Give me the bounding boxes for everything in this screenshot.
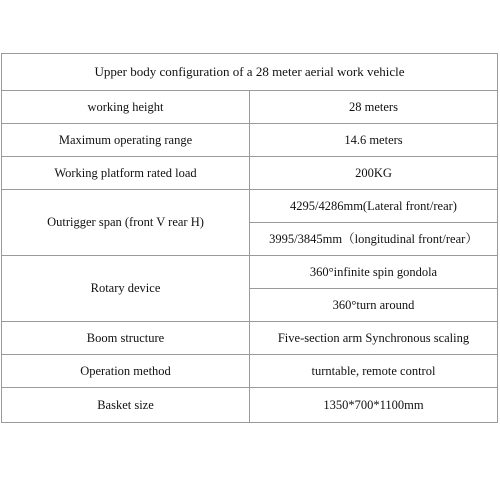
table-row xyxy=(2,355,498,388)
row-value-outrigger-longitudinal: 3995/3845mm（longitudinal front/rear） xyxy=(250,223,498,256)
row-label-rotary-device: Rotary device xyxy=(2,256,250,322)
row-label-operation-method: Operation method xyxy=(2,355,250,388)
spec-table xyxy=(1,53,498,423)
row-value-rotary-gondola: 360°infinite spin gondola xyxy=(250,256,498,289)
table-row xyxy=(2,91,498,124)
table-row xyxy=(2,256,498,289)
row-value-rotary-turn: 360°turn around xyxy=(250,289,498,322)
table-row xyxy=(2,190,498,223)
row-label-basket-size: Basket size xyxy=(2,388,250,423)
table-title: Upper body configuration of a 28 meter aerial work vehicle xyxy=(2,54,498,91)
row-value-working-height: 28 meters xyxy=(250,91,498,124)
row-value-boom-structure: Five-section arm Synchronous scaling xyxy=(250,322,498,355)
table-row xyxy=(2,322,498,355)
row-label-outrigger-span: Outrigger span (front V rear H) xyxy=(2,190,250,256)
row-value-operating-range: 14.6 meters xyxy=(250,124,498,157)
row-label-working-height: working height xyxy=(2,91,250,124)
row-label-rated-load: Working platform rated load xyxy=(2,157,250,190)
table-row xyxy=(2,388,498,423)
title-row xyxy=(2,54,498,91)
table-row xyxy=(2,157,498,190)
row-label-operating-range: Maximum operating range xyxy=(2,124,250,157)
row-label-boom-structure: Boom structure xyxy=(2,322,250,355)
row-value-rated-load: 200KG xyxy=(250,157,498,190)
row-value-basket-size: 1350*700*1100mm xyxy=(250,388,498,423)
row-value-operation-method: turntable, remote control xyxy=(250,355,498,388)
table-row xyxy=(2,124,498,157)
row-value-outrigger-lateral: 4295/4286mm(Lateral front/rear) xyxy=(250,190,498,223)
